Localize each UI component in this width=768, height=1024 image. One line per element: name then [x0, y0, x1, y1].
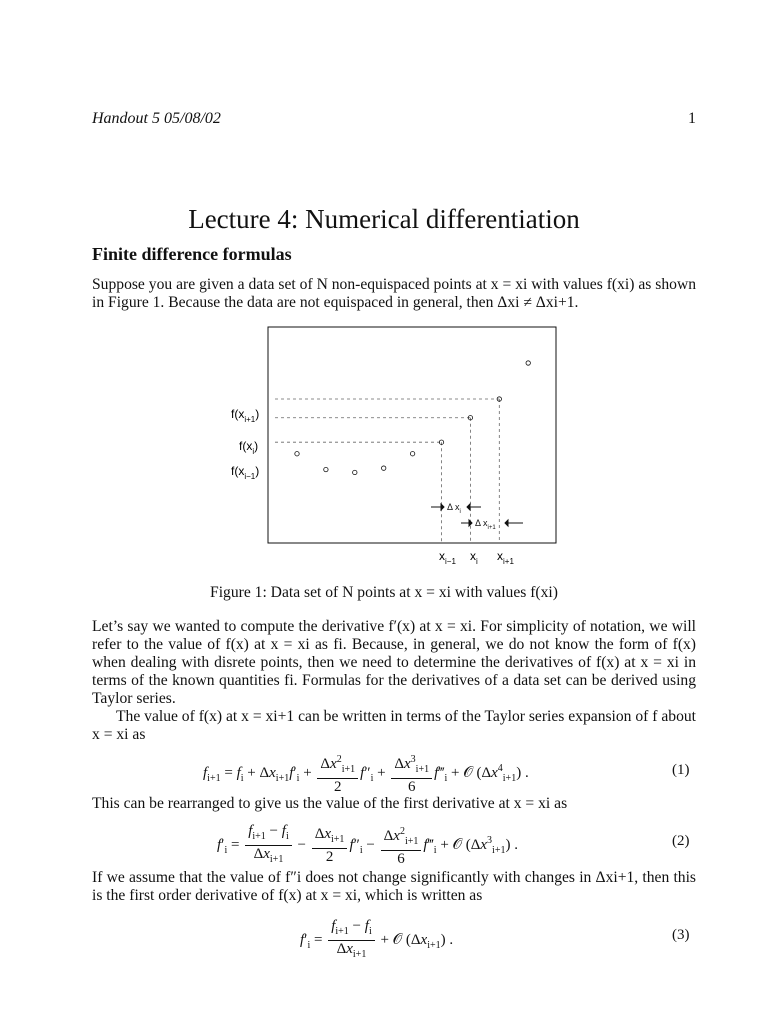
- data-point: [295, 452, 299, 456]
- delta-xi+1-label: Δ $x_{i+1}$: [475, 518, 496, 531]
- equation-1-number: (1): [672, 762, 690, 778]
- plot-frame: [268, 327, 556, 543]
- guide-lines: [275, 399, 499, 543]
- delta-xi-label: Δ $x_i$: [447, 502, 461, 515]
- equation-3-number: (3): [672, 927, 690, 943]
- y-label-fxi-1: $f(x_{i-1})$: [231, 464, 260, 481]
- paragraph-3-text: The value of f(x) at x = xi+1 can be written in terms of the Taylor series expansion of f about x = xi as: [92, 708, 697, 743]
- intro-text: Suppose you are given a data set of N non-equispaced points at x = xi with values f(xi) as shown in Figure 1. Because the data are not equispaced in general, then Δxi ≠ Δxi+1.: [92, 276, 696, 311]
- arrowhead: [469, 520, 472, 526]
- equation-3: $f'_i$ = $\frac{f_{i+1} - f_i}{\Delta x_{i+1}}$ + 𝒪 $(\Delta x_{i+1})$ .: [300, 918, 454, 960]
- paragraph-2: [92, 618, 696, 744]
- data-point: [526, 361, 530, 365]
- delta-annotations: [431, 502, 523, 531]
- y-label-fxi: $f(x_i)$: [239, 439, 259, 456]
- x-axis-labels: [439, 549, 514, 566]
- x-label-xi+1: $x_{i+1}$: [497, 549, 514, 566]
- y-axis-labels: [231, 407, 259, 481]
- arrowhead: [505, 520, 508, 526]
- page-number: 1: [688, 110, 696, 127]
- intro-paragraph: [92, 276, 696, 312]
- paragraph-2-text: Let’s say we wanted to compute the derivative f′(x) at x = xi. For simplicity of notation, we will refer to the value of f(x) at x = xi as fi. Because, in general, we do not know the form of f(x) when dealing with disrete points, then we need to determine the derivatives of f(x) at x = xi in terms of the known quantities fi. Formulas for the derivatives of a data set can be derived using Taylor series.: [92, 618, 696, 707]
- lecture-title: Lecture 4: Numerical differentiation: [188, 204, 580, 234]
- figure-1-plot: [225, 320, 565, 570]
- arrowhead: [467, 504, 470, 510]
- section-heading: Finite difference formulas: [92, 244, 292, 264]
- data-point: [410, 452, 414, 456]
- paragraph-5-text: If we assume that the value of f″i does not change significantly with changes in Δxi+1, then this is the first order derivative of f(x) at x = xi, which is written as: [92, 869, 696, 904]
- paragraph-5: [92, 869, 696, 905]
- figure-caption: Figure 1: Data set of N points at x = xi with values f(xi): [210, 584, 558, 601]
- paragraph-4-text: This can be rearranged to give us the value of the first derivative at x = xi as: [92, 795, 568, 812]
- data-point: [353, 470, 357, 474]
- paragraph-4: [92, 795, 696, 813]
- equation-2-number: (2): [672, 833, 690, 849]
- arrowhead: [441, 504, 444, 510]
- data-point: [324, 467, 328, 471]
- x-label-xi: $x_i$: [470, 549, 478, 566]
- running-header: Handout 5 05/08/02: [92, 110, 221, 127]
- equation-2: $f'_i$ = $\frac{f_{i+1} - f_i}{\Delta x_{i+1}}$ − $\frac{\Delta x_{i+1}}{2}$ $f''_i$ − $\frac{\Delta x^2_{i+1}}{6}$ $f‴_i$ + 𝒪 $(\Delta x^3_{i+1})$ .: [217, 823, 518, 867]
- y-label-fxi+1: $f(x_{i+1})$: [231, 407, 260, 424]
- data-point: [382, 466, 386, 470]
- equation-1: $f_{i+1} = f_i + \Delta x_{i+1}f'_i$ + $\frac{\Delta x^2_{i+1}}{2}$ $f''_i$ + $\frac{\Delta x^3_{i+1}}{6}$ $f‴_i$ + 𝒪 $(\Delta x^4_{i+1})$ .: [203, 754, 529, 795]
- x-label-xi-1: $x_{i-1}$: [439, 549, 456, 566]
